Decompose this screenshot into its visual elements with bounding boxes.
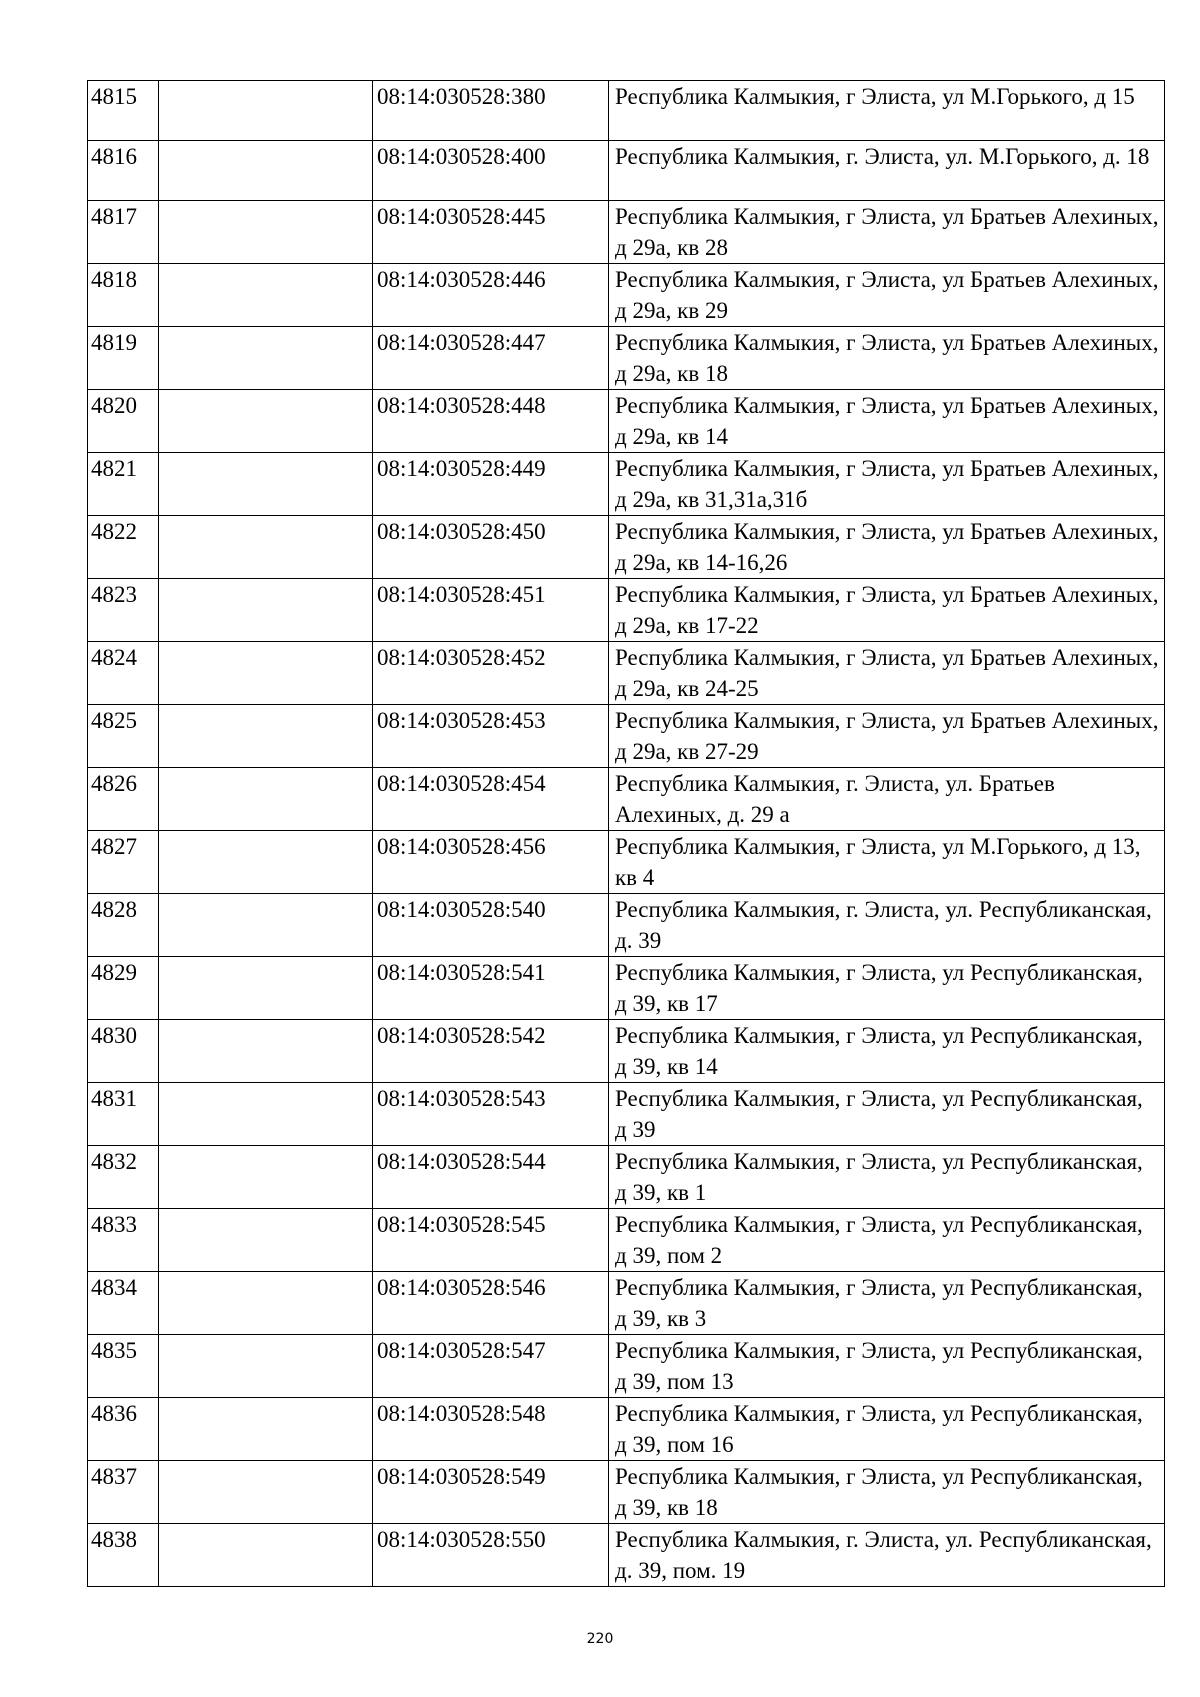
address-cell: Республика Калмыкия, г Элиста, ул Братьев Алехиных, д 29а, кв 27-29: [609, 705, 1165, 768]
table-row: [88, 516, 1165, 579]
address-cell: Республика Калмыкия, г Элиста, ул Братьев Алехиных, д 29а, кв 31,31а,31б: [609, 453, 1165, 516]
address-cell: Республика Калмыкия, г. Элиста, ул. Республиканская, д. 39, пом. 19: [609, 1524, 1165, 1587]
table-row: [88, 642, 1165, 705]
cadastral-number-cell: 08:14:030528:448: [373, 390, 609, 453]
row-number-cell: 4819: [88, 327, 159, 390]
cadastral-number-cell: 08:14:030528:453: [373, 705, 609, 768]
row-number-cell: 4815: [88, 81, 159, 141]
blank-cell: [159, 453, 373, 516]
address-cell: Республика Калмыкия, г Элиста, ул Республиканская, д 39, кв 1: [609, 1146, 1165, 1209]
blank-cell: [159, 957, 373, 1020]
row-number-cell: 4833: [88, 1209, 159, 1272]
blank-cell: [159, 894, 373, 957]
blank-cell: [159, 579, 373, 642]
blank-cell: [159, 390, 373, 453]
address-cell: Республика Калмыкия, г Элиста, ул Братьев Алехиных, д 29а, кв 24-25: [609, 642, 1165, 705]
row-number-cell: 4837: [88, 1461, 159, 1524]
row-number-cell: 4826: [88, 768, 159, 831]
blank-cell: [159, 516, 373, 579]
table-row: [88, 264, 1165, 327]
cadastral-number-cell: 08:14:030528:445: [373, 201, 609, 264]
cadastral-number-cell: 08:14:030528:400: [373, 141, 609, 201]
row-number-cell: 4835: [88, 1335, 159, 1398]
row-number-cell: 4825: [88, 705, 159, 768]
row-number-cell: 4817: [88, 201, 159, 264]
table-row: [88, 81, 1165, 141]
row-number-cell: 4818: [88, 264, 159, 327]
row-number-cell: 4829: [88, 957, 159, 1020]
address-cell: Республика Калмыкия, г Элиста, ул Братьев Алехиных, д 29а, кв 17-22: [609, 579, 1165, 642]
address-cell: Республика Калмыкия, г Элиста, ул Братьев Алехиных, д 29а, кв 18: [609, 327, 1165, 390]
blank-cell: [159, 1524, 373, 1587]
table-row: [88, 1146, 1165, 1209]
address-cell: Республика Калмыкия, г. Элиста, ул. М.Горького, д. 18: [609, 141, 1165, 201]
cadastral-number-cell: 08:14:030528:446: [373, 264, 609, 327]
address-cell: Республика Калмыкия, г Элиста, ул Республиканская, д 39, пом 16: [609, 1398, 1165, 1461]
cadastral-number-cell: 08:14:030528:549: [373, 1461, 609, 1524]
row-number-cell: 4834: [88, 1272, 159, 1335]
address-cell: Республика Калмыкия, г Элиста, ул Республиканская, д 39, пом 13: [609, 1335, 1165, 1398]
cadastral-number-cell: 08:14:030528:548: [373, 1398, 609, 1461]
address-cell: Республика Калмыкия, г Элиста, ул М.Горького, д 13, кв 4: [609, 831, 1165, 894]
page-number: 220: [586, 1631, 614, 1647]
table-row: [88, 1335, 1165, 1398]
table-row: [88, 894, 1165, 957]
blank-cell: [159, 1020, 373, 1083]
cadastral-number-cell: 08:14:030528:447: [373, 327, 609, 390]
blank-cell: [159, 642, 373, 705]
cadastral-number-cell: 08:14:030528:451: [373, 579, 609, 642]
cadastral-number-cell: 08:14:030528:449: [373, 453, 609, 516]
blank-cell: [159, 201, 373, 264]
row-number-cell: 4827: [88, 831, 159, 894]
table-row: [88, 201, 1165, 264]
address-cell: Республика Калмыкия, г Элиста, ул Республиканская, д 39, кв 17: [609, 957, 1165, 1020]
cadastral-number-cell: 08:14:030528:544: [373, 1146, 609, 1209]
address-cell: Республика Калмыкия, г Элиста, ул Республиканская, д 39, кв 18: [609, 1461, 1165, 1524]
table-row: [88, 768, 1165, 831]
table-row: [88, 1398, 1165, 1461]
cadastral-number-cell: 08:14:030528:456: [373, 831, 609, 894]
table-row: [88, 1209, 1165, 1272]
cadastral-number-cell: 08:14:030528:546: [373, 1272, 609, 1335]
address-cell: Республика Калмыкия, г Элиста, ул Братьев Алехиных, д 29а, кв 14: [609, 390, 1165, 453]
blank-cell: [159, 1398, 373, 1461]
row-number-cell: 4820: [88, 390, 159, 453]
blank-cell: [159, 1461, 373, 1524]
address-cell: Республика Калмыкия, г Элиста, ул Братьев Алехиных, д 29а, кв 28: [609, 201, 1165, 264]
address-cell: Республика Калмыкия, г Элиста, ул Республиканская, д 39, кв 14: [609, 1020, 1165, 1083]
cadastral-number-cell: 08:14:030528:380: [373, 81, 609, 141]
blank-cell: [159, 1083, 373, 1146]
register-table-body: [88, 81, 1165, 1587]
address-cell: Республика Калмыкия, г Элиста, ул Республиканская, д 39: [609, 1083, 1165, 1146]
row-number-cell: 4816: [88, 141, 159, 201]
row-number-cell: 4828: [88, 894, 159, 957]
blank-cell: [159, 264, 373, 327]
row-number-cell: 4832: [88, 1146, 159, 1209]
blank-cell: [159, 1335, 373, 1398]
blank-cell: [159, 768, 373, 831]
table-row: [88, 453, 1165, 516]
row-number-cell: 4831: [88, 1083, 159, 1146]
cadastral-number-cell: 08:14:030528:454: [373, 768, 609, 831]
table-row: [88, 831, 1165, 894]
row-number-cell: 4838: [88, 1524, 159, 1587]
row-number-cell: 4830: [88, 1020, 159, 1083]
table-row: [88, 1020, 1165, 1083]
row-number-cell: 4836: [88, 1398, 159, 1461]
address-cell: Республика Калмыкия, г Элиста, ул Братьев Алехиных, д 29а, кв 29: [609, 264, 1165, 327]
blank-cell: [159, 1209, 373, 1272]
address-cell: Республика Калмыкия, г Элиста, ул Братьев Алехиных, д 29а, кв 14-16,26: [609, 516, 1165, 579]
address-cell: Республика Калмыкия, г Элиста, ул М.Горького, д 15: [609, 81, 1165, 141]
address-cell: Республика Калмыкия, г Элиста, ул Республиканская, д 39, пом 2: [609, 1209, 1165, 1272]
cadastral-number-cell: 08:14:030528:540: [373, 894, 609, 957]
cadastral-number-cell: 08:14:030528:547: [373, 1335, 609, 1398]
address-cell: Республика Калмыкия, г. Элиста, ул. Братьев Алехиных, д. 29 а: [609, 768, 1165, 831]
cadastral-number-cell: 08:14:030528:543: [373, 1083, 609, 1146]
cadastral-number-cell: 08:14:030528:450: [373, 516, 609, 579]
table-row: [88, 1083, 1165, 1146]
row-number-cell: 4823: [88, 579, 159, 642]
cadastral-number-cell: 08:14:030528:542: [373, 1020, 609, 1083]
cadastral-number-cell: 08:14:030528:541: [373, 957, 609, 1020]
table-row: [88, 579, 1165, 642]
cadastral-number-cell: 08:14:030528:550: [373, 1524, 609, 1587]
table-row: [88, 327, 1165, 390]
table-row: [88, 141, 1165, 201]
row-number-cell: 4822: [88, 516, 159, 579]
table-row: [88, 390, 1165, 453]
row-number-cell: 4821: [88, 453, 159, 516]
blank-cell: [159, 327, 373, 390]
row-number-cell: 4824: [88, 642, 159, 705]
table-row: [88, 957, 1165, 1020]
blank-cell: [159, 141, 373, 201]
table-row: [88, 705, 1165, 768]
cadastral-number-cell: 08:14:030528:545: [373, 1209, 609, 1272]
blank-cell: [159, 705, 373, 768]
table-row: [88, 1461, 1165, 1524]
cadastral-number-cell: 08:14:030528:452: [373, 642, 609, 705]
blank-cell: [159, 831, 373, 894]
register-table: [87, 80, 1165, 1587]
blank-cell: [159, 1146, 373, 1209]
address-cell: Республика Калмыкия, г. Элиста, ул. Республиканская, д. 39: [609, 894, 1165, 957]
table-row: [88, 1272, 1165, 1335]
address-cell: Республика Калмыкия, г Элиста, ул Республиканская, д 39, кв 3: [609, 1272, 1165, 1335]
blank-cell: [159, 1272, 373, 1335]
table-row: [88, 1524, 1165, 1587]
blank-cell: [159, 81, 373, 141]
